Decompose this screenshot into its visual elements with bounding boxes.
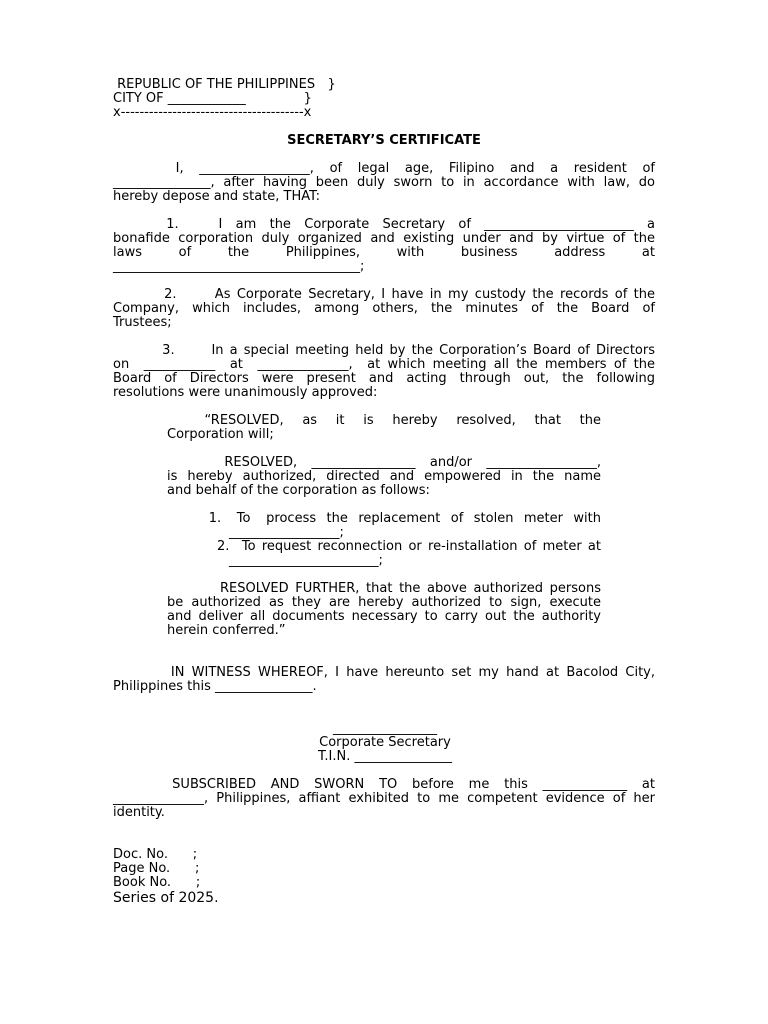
para1-line: ______________________________________; [113,259,365,274]
resolution-line: herein conferred.” [167,623,286,638]
resolution-line: and behalf of the corporation as follows: [167,483,430,498]
sworn-line: identity. [113,805,165,820]
resolution-line: and deliver all documents necessary to carry out the authority [167,609,601,624]
resolution-line: is hereby authorized, directed and empowered in the name [167,469,601,484]
resolution-item: _________________; [167,525,344,540]
para1-line: laws of the Philippines, with business address at [113,245,655,260]
sworn-line: SUBSCRIBED AND SWORN TO before me this _____________ at [113,777,655,792]
para3-line: resolutions were unanimously approved: [113,385,378,400]
witness-line: IN WITNESS WHEREOF, I have hereunto set my hand at Bacolod City, [113,665,655,680]
notary-page-no: Page No. ; [113,861,200,876]
header-separator: x---------------------------------------x [113,105,312,120]
signature-tin: T.I.N. _______________ [318,749,452,764]
header-republic: REPUBLIC OF THE PHILIPPINES } [113,77,336,92]
resolution-line: RESOLVED FURTHER, that the above authorized persons [167,581,601,596]
intro-line: hereby depose and state, THAT: [113,189,321,204]
para1-line: 1. I am the Corporate Secretary of _______________________ a [113,217,655,232]
resolution-item: _______________________; [167,553,383,568]
para3-line: 3. In a special meeting held by the Corporation’s Board of Directors [113,343,655,358]
notary-doc-no: Doc. No. ; [113,847,198,862]
signature-line: ________________ [333,721,437,736]
notary-series: Series of 2025. [113,890,219,906]
para3-line: Board of Directors were present and acting through out, the following [113,371,655,386]
sworn-line: ______________, Philippines, affiant exhibited to me competent evidence of her [113,791,655,806]
para2-line: Company, which includes, among others, the minutes of the Board of [113,301,655,316]
intro-line: _______________, after having been duly sworn to in accordance with law, do [113,175,655,190]
resolution-line: RESOLVED, ________________ and/or _________________, [167,455,601,470]
para2-line: 2. As Corporate Secretary, I have in my custody the records of the [113,287,655,302]
resolution-item: 1. To process the replacement of stolen meter with [167,511,601,526]
resolution-item: 2. To request reconnection or re-installation of meter at [167,539,601,554]
para1-line: bonafide corporation duly organized and existing under and by virtue of the [113,231,655,246]
signature-title: Corporate Secretary [319,735,451,750]
notary-book-no: Book No. ; [113,875,201,890]
resolution-line: be authorized as they are hereby authorized to sign, execute [167,595,601,610]
resolution-line: “RESOLVED, as it is hereby resolved, that the [167,413,601,428]
document-title: SECRETARY’S CERTIFICATE [287,133,481,148]
header-city: CITY OF ____________ } [113,91,312,106]
intro-line: I, _________________, of legal age, Filipino and a resident of [113,161,655,176]
resolution-line: Corporation will; [167,427,274,442]
para3-line: on ___________ at ______________, at which meeting all the members of the [113,357,655,372]
witness-line: Philippines this _______________. [113,679,317,694]
para2-line: Trustees; [113,315,172,330]
